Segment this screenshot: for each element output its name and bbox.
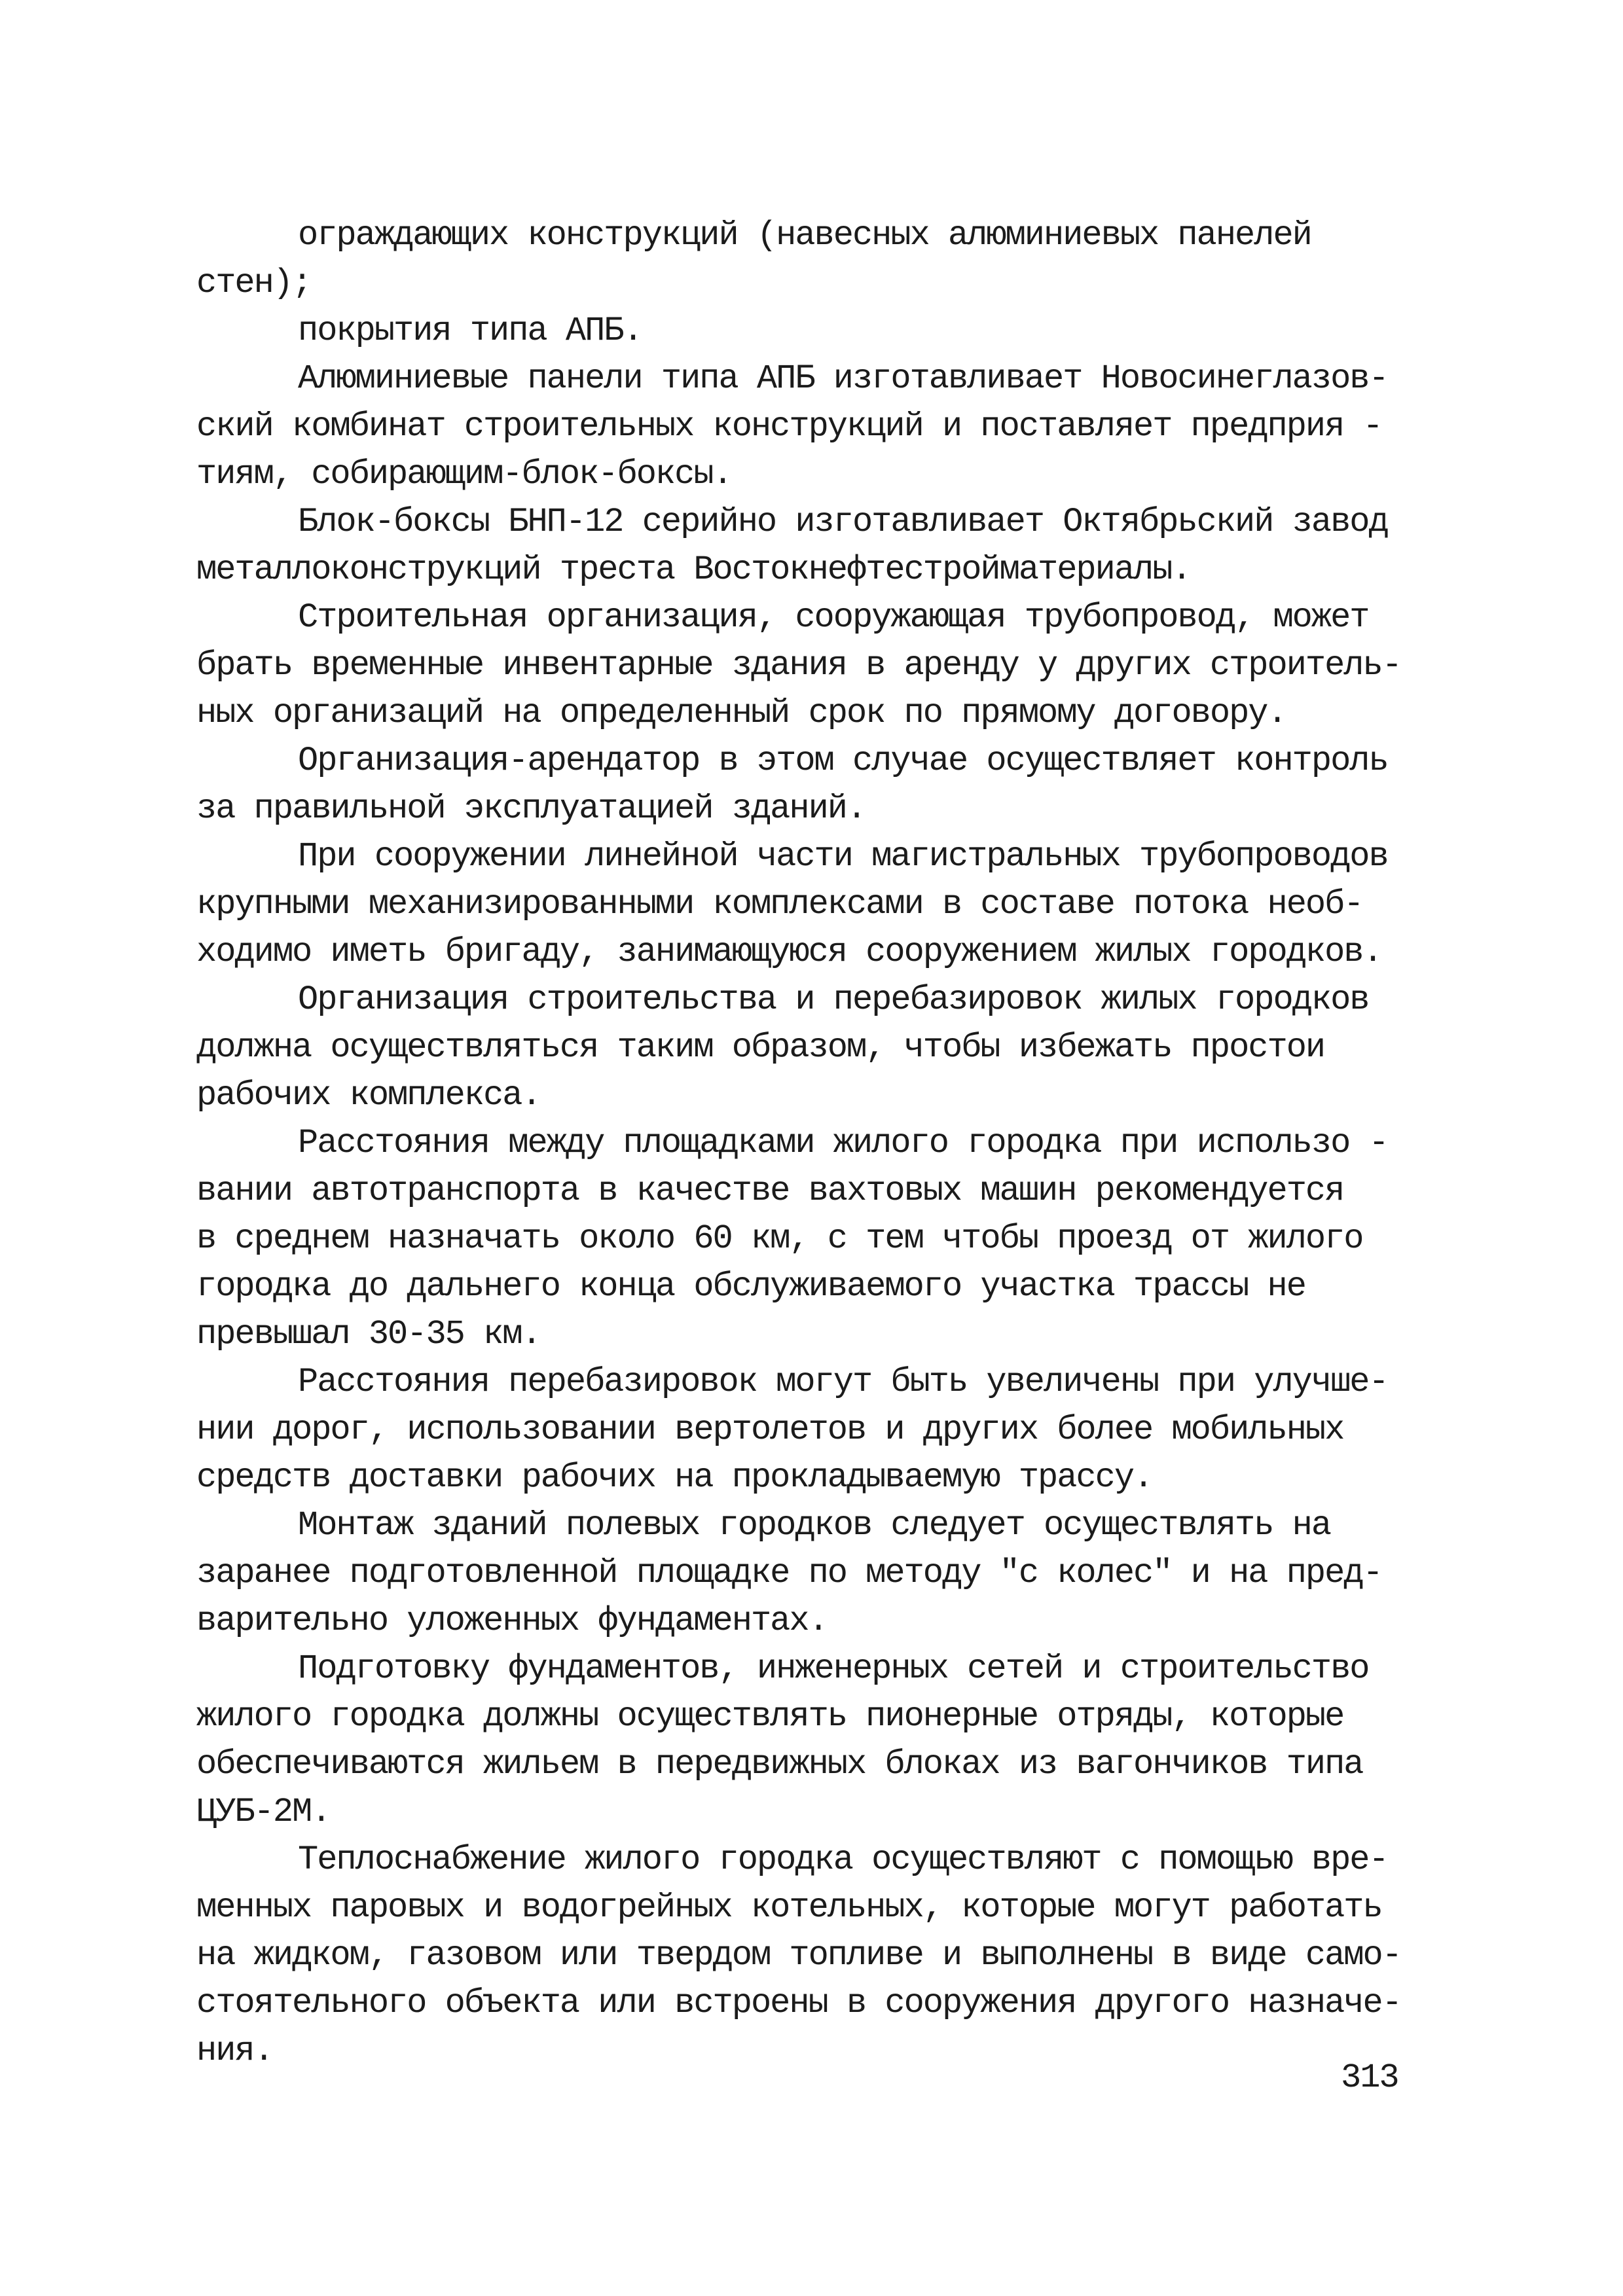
text-line: рабочих комплекса. [196,1076,541,1115]
text-line: Расстояния между площадками жилого городка при использо - [298,1124,1388,1162]
text-line: Строительная организация, сооружающая трубопровод, может [298,598,1369,637]
text-line: Блок-боксы БНП-12 серийно изготавливает Октябрьский завод [298,503,1388,541]
text-line: заранее подготовленной площадке по методу "с колес" и на пред- [196,1554,1382,1592]
text-line: Алюминиевые панели типа АПБ изготавливает Новосинеглазов- [298,359,1388,398]
text-line: превышал 30-35 км. [196,1315,541,1354]
text-line: варительно уложенных фундаментах. [196,1602,828,1640]
text-line: металлоконструкций треста Востокнефтестройматериалы. [196,550,1191,589]
text-line: ский комбинат строительных конструкций и поставляет предприя - [196,407,1382,446]
text-line: обеспечиваются жильем в передвижных блоках из вагончиков типа [196,1745,1363,1784]
text-line: Теплоснабжение жилого городка осуществляют с помощью вре- [298,1840,1388,1879]
text-line: Монтаж зданий полевых городков следует осуществлять на [298,1506,1331,1545]
text-line: покрытия типа АПБ. [298,312,642,350]
text-line: ных организаций на определенный срок по прямому договору. [196,694,1286,732]
text-line: менных паровых и водогрейных котельных, которые могут работать [196,1888,1382,1927]
text-line: должна осуществляться таким образом, чтобы избежать простои [196,1028,1325,1067]
text-line: Подготовку фундаментов, инженерных сетей и строительство [298,1649,1369,1688]
text-line: крупными механизированными комплексами в составе потока необ- [196,885,1363,924]
text-line: брать временные инвентарные здания в аренду у других строитель- [196,646,1401,685]
text-line: нии дорог, использовании вертолетов и других более мобильных [196,1410,1344,1449]
text-line: Организация-арендатор в этом случае осуществляет контроль [298,742,1388,780]
text-line: ния. [196,2032,273,2070]
page-number: 313 [1341,2058,1398,2097]
text-line: стен); [196,264,312,302]
text-line: ограждающих конструкций (навесных алюминиевых панелей [298,216,1311,255]
text-line: на жидком, газовом или твердом топливе и выполнены в виде само- [196,1936,1401,1975]
text-line: Расстояния перебазировок могут быть увеличены при улучше- [298,1363,1388,1401]
text-line: ЦУБ-2М. [196,1793,331,1831]
text-line: в среднем назначать около 60 км, с тем чтобы проезд от жилого [196,1219,1363,1258]
text-line: вании автотранспорта в качестве вахтовых машин рекомендуется [196,1172,1344,1210]
text-line: городка до дальнего конца обслуживаемого участка трассы не [196,1267,1305,1306]
text-line: ходимо иметь бригаду, занимающуюся сооружением жилых городков. [196,933,1382,971]
text-line: жилого городка должны осуществлять пионерные отряды, которые [196,1697,1344,1736]
text-line: за правильной эксплуатацией зданий. [196,789,866,828]
text-line: тиям, собирающим-блок-боксы. [196,455,732,493]
text-line: стоятельного объекта или встроены в сооружения другого назначе- [196,1984,1401,2022]
text-line: При сооружении линейной части магистральных трубопроводов [298,837,1388,876]
text-line: средств доставки рабочих на прокладываемую трассу. [196,1458,1153,1497]
text-line: Организация строительства и перебазировок жилых городков [298,980,1369,1019]
